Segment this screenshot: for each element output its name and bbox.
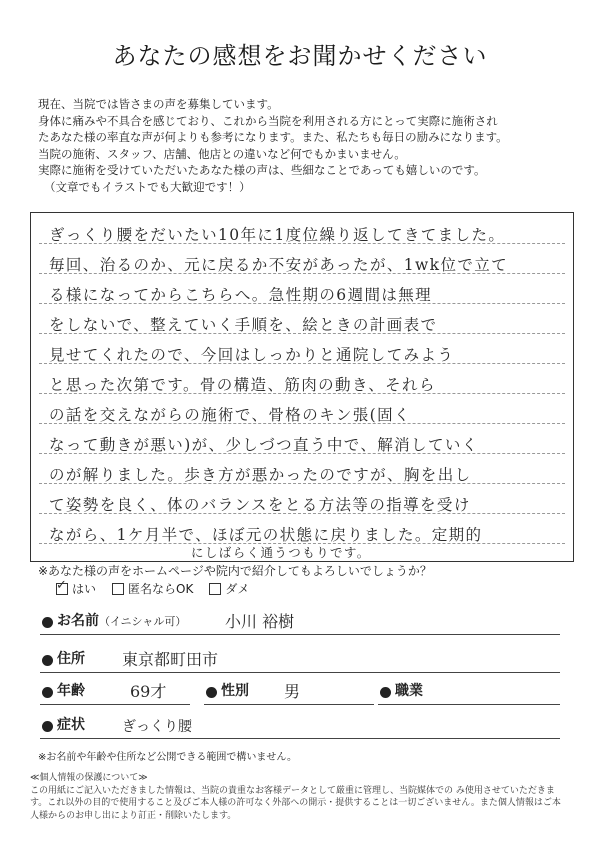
name-value: 小川 裕樹 — [225, 612, 295, 631]
intro-line: たあなた様の率直な声が何よりも参考になります。また、私たちも毎日の励みになります。 — [38, 130, 508, 145]
page-title: あなたの感想をお聞かせください — [112, 42, 488, 70]
privacy-line: す。これ以外の目的で使用すること及びご本人様の許可なく外部への開示・提供することは一切ございません。また個人情報はご本 — [30, 798, 561, 808]
name-label-text: お名前 — [57, 613, 99, 629]
age-label: 年齢 — [57, 683, 85, 699]
handwritten-line: て姿勢を良く、体のバランスをとる方法等の指導を受け — [49, 496, 471, 514]
handwritten-line: ぎっくり腰をだいたい10年に1度位繰り返してきてました。 — [49, 226, 506, 244]
address-label: 住所 — [57, 651, 85, 667]
job-field — [378, 680, 560, 705]
name-label — [57, 610, 186, 630]
age-field — [40, 680, 190, 705]
option-yes[interactable] — [56, 577, 97, 597]
privacy-notice — [30, 772, 578, 822]
checkbox[interactable] — [209, 583, 221, 595]
symptom-value: ぎっくり腰 — [122, 719, 192, 735]
privacy-line: この用紙にご記入いただきました情報は、当院の貴重なお客様データとして厳重に管理し、当院媒体での み使用させていただきま — [30, 785, 555, 796]
symptom-field — [40, 714, 560, 739]
handwritten-line: のが解りました。歩き方が悪かったのですが、胸を出し — [49, 466, 472, 484]
handwritten-line: ながら、1ケ月半で、ほぼ元の状態に戻りました。定期的 — [49, 526, 483, 544]
option-initials-label: 匿名ならOK — [128, 582, 194, 596]
bullet-icon — [42, 721, 53, 732]
name-label-sub: （イニシャル可） — [99, 615, 187, 628]
handwritten-line: にしばらく通うつもりです。 — [191, 545, 371, 560]
handwritten-line: と思った次第です。骨の構造、筋肉の動き、それら — [49, 376, 436, 394]
bullet-icon — [42, 655, 53, 666]
intro-note: （文章でもイラストでも大歓迎です！） — [44, 179, 251, 194]
handwritten-line: 毎回、治るのか、元に戻るか不安があったが、1wk位で立て — [49, 256, 509, 274]
bullet-icon — [42, 617, 53, 628]
handwritten-line: 見せてくれたので、今回はしっかりと通院してみよう — [49, 346, 455, 364]
publish-options — [56, 577, 250, 597]
handwritten-line: なって動きが悪い)が、少しづつ直う中で、解消していく — [49, 436, 479, 454]
handwritten-line: る様になってからこちらへ。急性期の6週間は無理 — [49, 286, 433, 304]
option-yes-label: はい — [72, 582, 97, 596]
option-no-label: ダメ — [225, 582, 250, 596]
option-initials[interactable] — [112, 580, 193, 597]
disclosure-note: ※お名前や年齢や住所など公開できる範囲で構いません。 — [38, 752, 297, 763]
intro-text — [38, 96, 578, 196]
bullet-icon — [380, 687, 391, 698]
privacy-line: 人様からのお申し出により訂正・削除いたします。 — [30, 810, 237, 821]
name-field — [40, 610, 560, 635]
address-field — [40, 648, 560, 673]
intro-line: 実際に施術を受けていただいたあなた様の声は、些細なことであっても嬉しいのです。 — [38, 163, 486, 178]
job-label: 職業 — [395, 683, 423, 699]
bullet-icon — [42, 687, 53, 698]
bullet-icon — [206, 687, 217, 698]
gender-value: 男 — [284, 682, 301, 701]
handwritten-line: の話を交えながらの施術で、骨格のキン張(固く — [49, 406, 411, 424]
testimonial-box — [30, 212, 574, 562]
gender-field — [204, 680, 374, 705]
option-no[interactable] — [209, 580, 249, 597]
intro-line: 当院の施術、スタッフ、店舗、他店との違いなど何でもかまいません。 — [38, 146, 406, 161]
handwritten-line: をしないで、整えていく手順を、絵ときの計画表で — [49, 316, 438, 334]
checkbox-checked[interactable] — [56, 577, 68, 595]
symptom-label: 症状 — [57, 717, 85, 733]
intro-line: 身体に痛みや不具合を感じており、これから当院を利用される方にとって実際に施術され — [38, 113, 498, 128]
gender-label: 性別 — [221, 683, 249, 699]
intro-line: 現在、当院では皆さまの声を募集しています。 — [38, 97, 279, 111]
address-value: 東京都町田市 — [122, 650, 219, 669]
checkbox[interactable] — [112, 583, 124, 595]
publish-question: ※あなた様の声をホームページや院内で紹介してもよろしいでしょうか？ — [38, 564, 432, 578]
checkmark-icon: ✓ — [56, 577, 67, 593]
age-value: 69才 — [130, 682, 167, 701]
privacy-heading: ≪個人情報の保護について≫ — [30, 773, 148, 783]
